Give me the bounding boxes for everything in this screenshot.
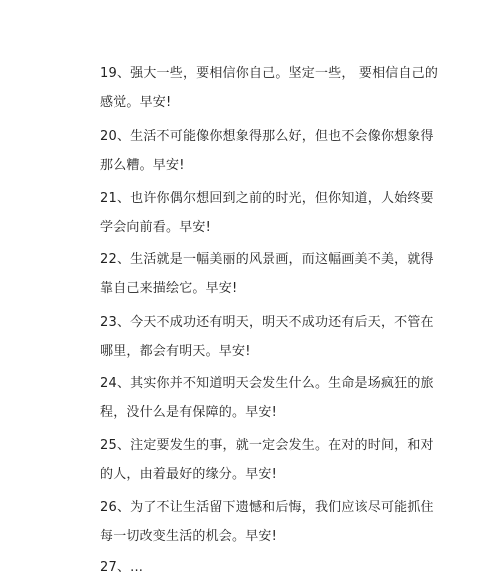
quote-line: 24、其实你并不知道明天会发生什么。生命是场疯狂的旅 <box>100 376 434 391</box>
quote-line: 20、生活不可能像你想象得那么好，但也不会像你想象得 <box>100 129 434 144</box>
quote-line: 19、强大一些，要相信你自己。坚定一些， 要相信自己的 <box>100 66 439 81</box>
quote-line: 25、注定要发生的事，就一定会发生。在对的时间，和对 <box>100 438 434 453</box>
quote-entry-20 <box>100 122 434 180</box>
quote-entry-22 <box>100 245 434 303</box>
quote-line: 哪里，都会有明天。早安! <box>100 344 251 359</box>
quote-line: 27、... <box>100 560 144 575</box>
quote-entry-19 <box>100 59 439 117</box>
quote-line: 21、也许你偶尔想回到之前的时光，但你知道，人始终要 <box>100 191 434 206</box>
quote-line: 的人，由着最好的缘分。早安! <box>100 467 278 482</box>
quote-line: 22、生活就是一幅美丽的风景画，而这幅画美不美，就得 <box>100 252 434 267</box>
quote-entry-25 <box>100 431 434 489</box>
quote-line: 每一切改变生活的机会。早安! <box>100 529 278 544</box>
quote-line: 靠自己来描绘它。早安! <box>100 281 238 296</box>
quote-line: 学会向前看。早安! <box>100 220 212 235</box>
quote-line: 23、今天不成功还有明天，明天不成功还有后天，不管在 <box>100 315 434 330</box>
quote-entry-27-partial <box>100 553 430 582</box>
quote-line: 程，没什么是有保障的。早安! <box>100 405 278 420</box>
quote-line: 感觉。早安! <box>100 95 172 110</box>
quote-entry-23 <box>100 308 434 366</box>
quote-entry-26 <box>100 493 434 551</box>
quote-line: 26、为了不让生活留下遗憾和后悔，我们应该尽可能抓住 <box>100 500 434 515</box>
quote-line: 那么糟。早安! <box>100 158 185 173</box>
quote-entry-24 <box>100 369 434 427</box>
quote-entry-21 <box>100 184 434 242</box>
